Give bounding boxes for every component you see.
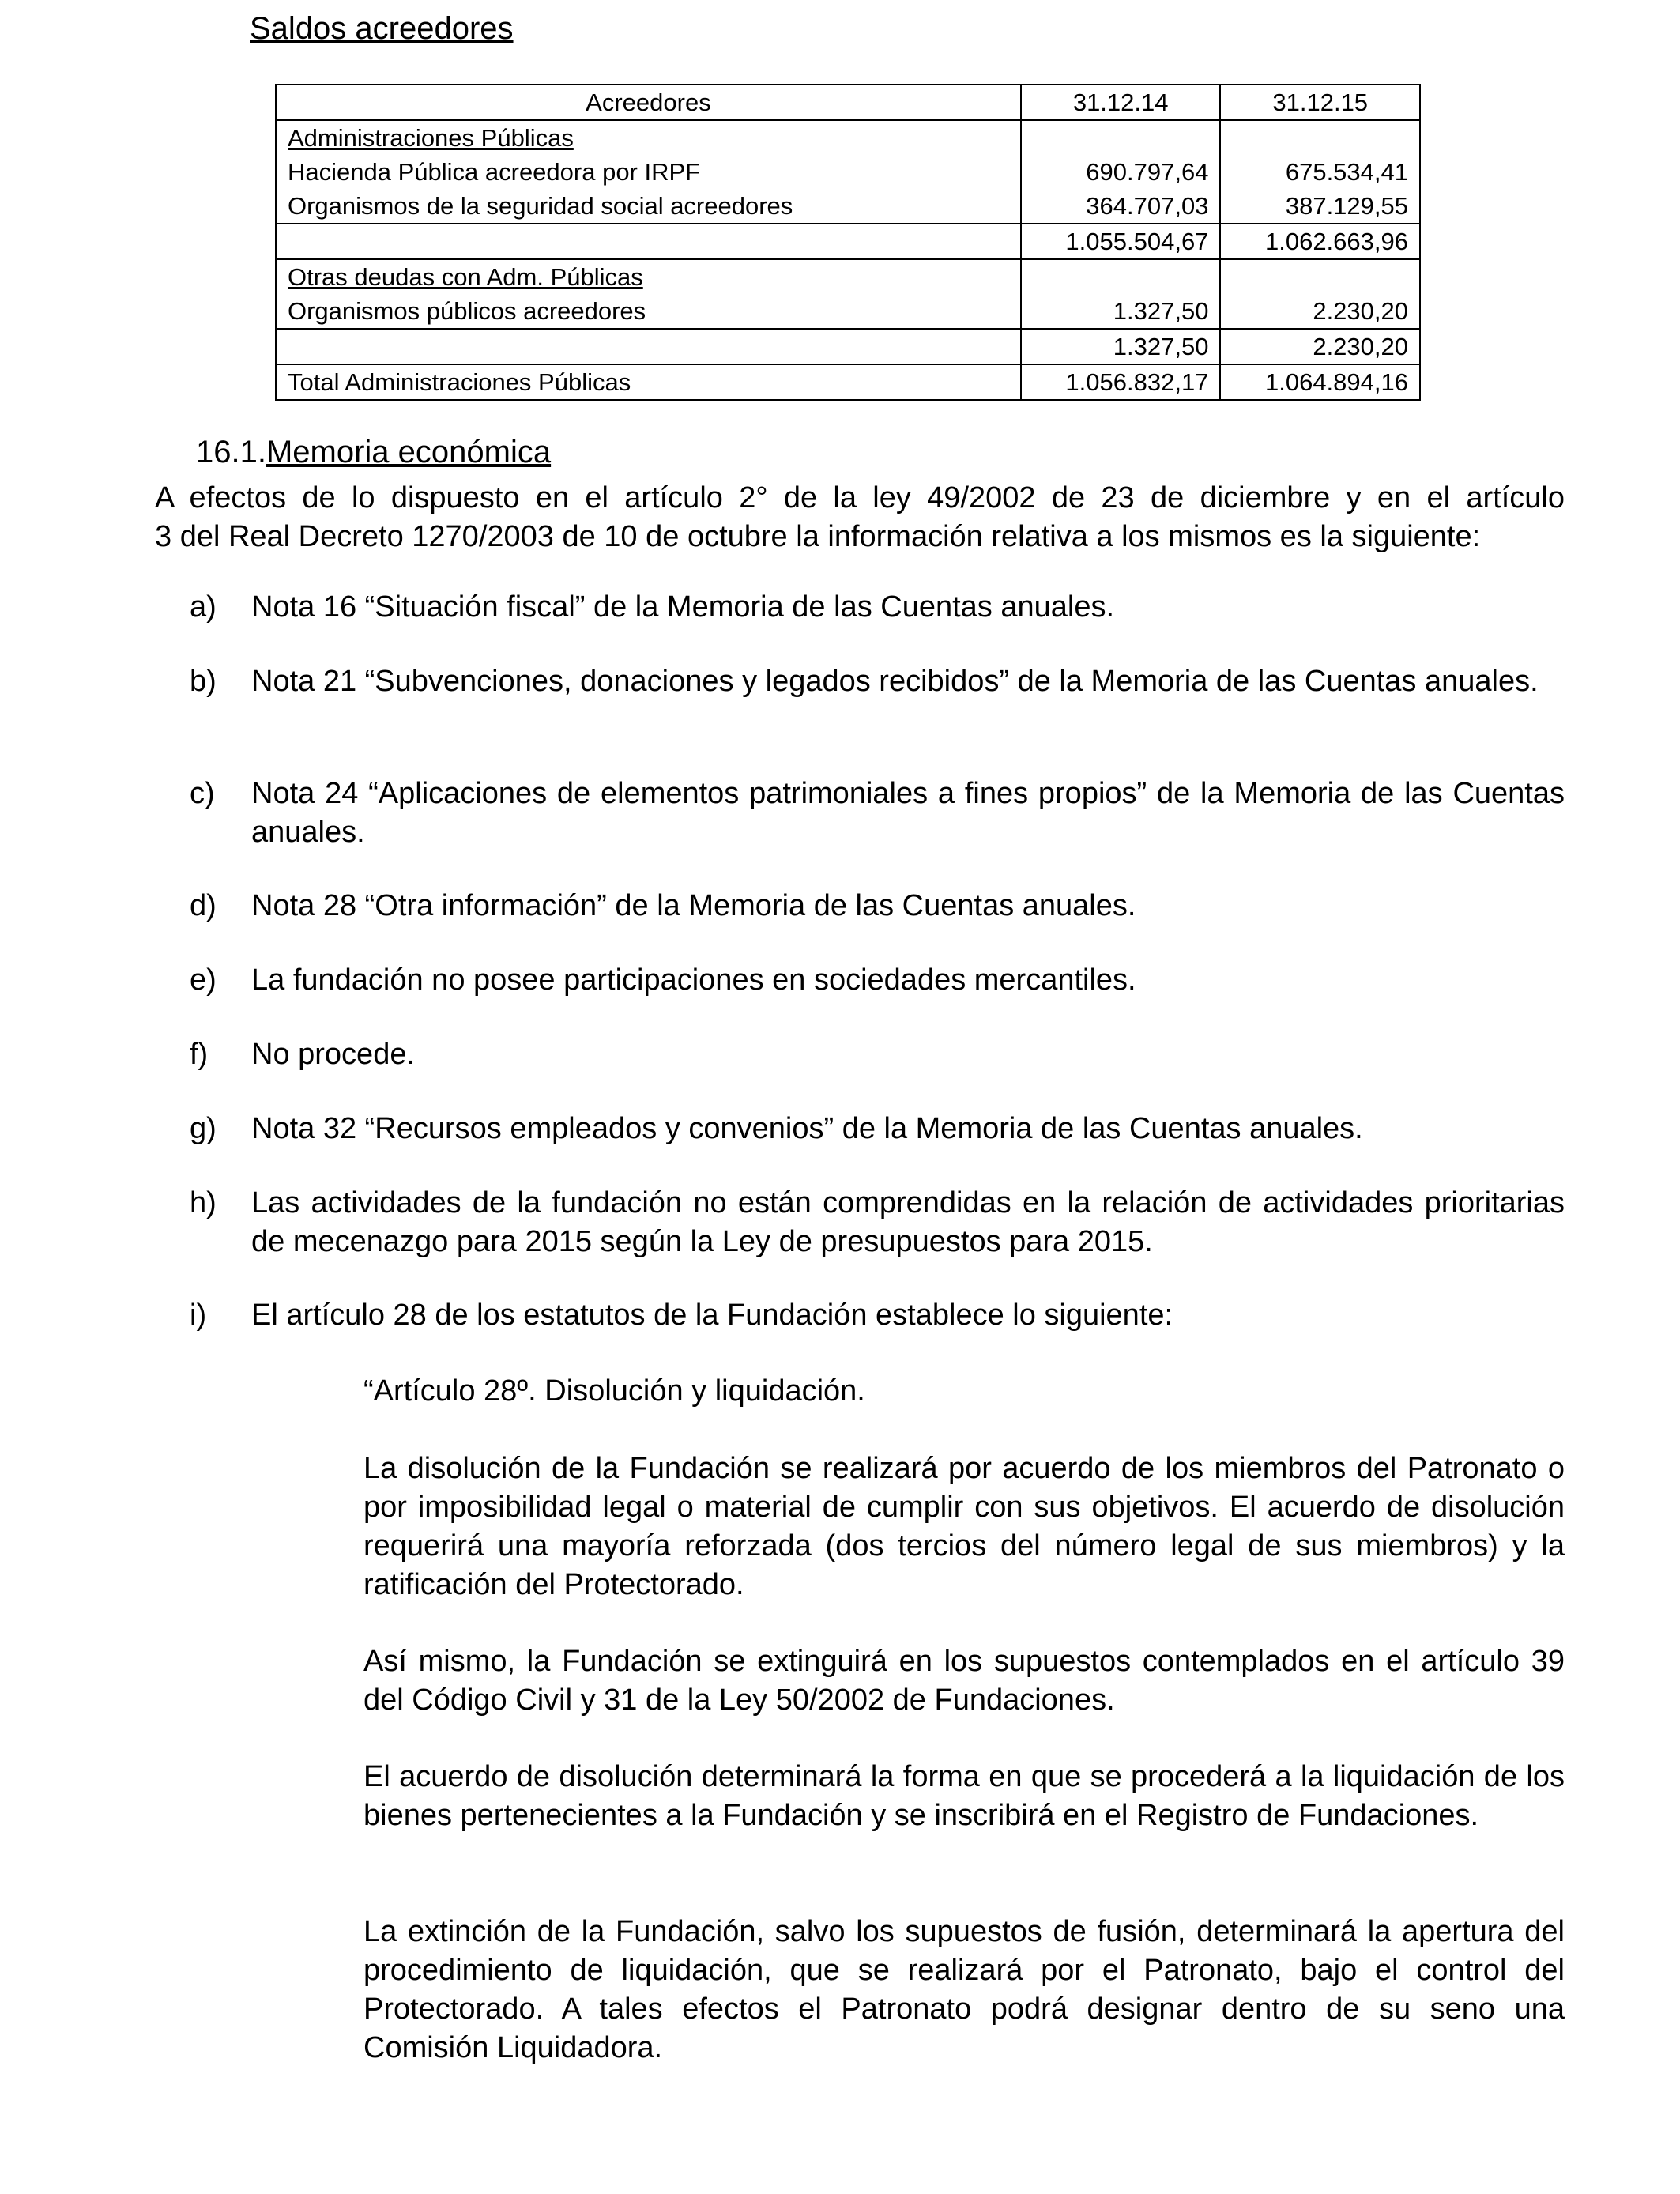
cell-value: 1.064.894,16 [1220,364,1420,400]
list-item-label: g) [190,1112,217,1145]
row-label: Total Administraciones Públicas [276,364,1021,400]
section-heading-saldos: Saldos acreedores [250,11,514,46]
list-item-text: Nota 32 “Recursos empleados y convenios” de la Memoria de las Cuentas anuales. [251,1112,1363,1145]
row-label: Organismos públicos acreedores [276,294,1021,329]
list-item-label: a) [190,590,217,624]
intro-line: 3 del Real Decreto 1270/2003 de 10 de octubre la información relativa a los mismos es la siguiente: [155,520,1481,553]
group-label: Administraciones Públicas [288,124,574,152]
cell-value: 387.129,55 [1220,189,1420,224]
cell-value: 1.327,50 [1021,329,1221,364]
list-item [190,1110,1565,1148]
section-heading-memoria [196,433,551,471]
cell-value: 1.327,50 [1021,294,1221,329]
table-row [276,294,1420,329]
table-header-row [276,85,1420,120]
list-item-label: c) [190,777,215,810]
quote-paragraph: El acuerdo de disolución determinará la forma en que se procederá a la liquidación de los bienes pertenecientes a la Fundación y se inscribirá en el Registro de Fundaciones. [363,1760,1565,1832]
list-item [190,1184,1565,1261]
cell-value [1021,120,1221,155]
list-item [190,662,1565,701]
table-row [276,189,1420,224]
list-item-label: i) [190,1299,207,1332]
intro-paragraph [155,479,1565,556]
list-item-text: Las actividades de la fundación no están comprendidas en la relación de actividades prioritarias de mecenazgo para 2015 según la Ley de presupuestos para 2015. [251,1186,1565,1258]
list-item-text: No procede. [251,1038,416,1071]
section-number: 16.1. [196,435,266,469]
cell-value: 2.230,20 [1220,294,1420,329]
column-header: 31.12.14 [1021,85,1221,120]
list-item-text: Nota 28 “Otra información” de la Memoria de las Cuentas anuales. [251,889,1136,922]
cell-value: 675.534,41 [1220,155,1420,189]
row-label [276,329,1021,364]
table-row [276,155,1420,189]
quote-title: “Artículo 28º. Disolución y liquidación. [363,1374,865,1408]
cell-value: 2.230,20 [1220,329,1420,364]
cell-value: 1.055.504,67 [1021,224,1221,259]
list-item [190,775,1565,852]
creditors-table [275,84,1421,401]
subtotal-row [276,224,1420,259]
cell-value: 1.062.663,96 [1220,224,1420,259]
total-row [276,364,1420,400]
list-item-label: d) [190,889,217,922]
quote-paragraph: La extinción de la Fundación, salvo los supuestos de fusión, determinará la apertura del procedimiento de liquidación, que se realizará por el Patronato, bajo el control del Protectorado. A tales efectos el Patronato podrá designar dentro de su seno una Comisión Liquidadora. [363,1915,1565,2064]
list-item-label: f) [190,1038,209,1071]
list-item [190,588,1565,627]
cell-value [1220,259,1420,294]
column-header: Acreedores [276,85,1021,120]
quote-paragraph: La disolución de la Fundación se realizará por acuerdo de los miembros del Patronato o por imposibilidad legal o material de cumplir con sus objetivos. El acuerdo de disolución requerirá una mayoría reforzada (dos tercios del número legal de sus miembros) y la ratificación del Protectorado. [363,1452,1565,1601]
group-label: Otras deudas con Adm. Públicas [288,263,643,291]
cell-value: 364.707,03 [1021,189,1221,224]
quote-paragraph: Así mismo, la Fundación se extinguirá en los supuestos contemplados en el artículo 39 del Código Civil y 31 de la Ley 50/2002 de Fundaciones. [363,1645,1565,1717]
intro-line: A efectos de lo dispuesto en el artículo 2° de la ley 49/2002 de 23 de diciembre y en el artículo [155,481,1565,515]
subtotal-row [276,329,1420,364]
list-item [190,1035,1565,1074]
list-item [190,961,1565,1000]
cell-value [1021,259,1221,294]
row-label: Hacienda Pública acreedora por IRPF [276,155,1021,189]
list-item-text: La fundación no posee participaciones en sociedades mercantiles. [251,963,1136,997]
list-item-text: Nota 16 “Situación fiscal” de la Memoria de las Cuentas anuales. [251,590,1115,624]
table-row [276,259,1420,294]
list-item-text: El artículo 28 de los estatutos de la Fundación establece lo siguiente: [251,1299,1173,1332]
list-item-label: b) [190,665,217,698]
list-item [190,1296,1565,1335]
cell-value: 690.797,64 [1021,155,1221,189]
table-row [276,120,1420,155]
cell-value: 1.056.832,17 [1021,364,1221,400]
section-title: Memoria económica [266,435,552,469]
row-label [276,224,1021,259]
list-item-label: h) [190,1186,217,1220]
list-item-text: Nota 24 “Aplicaciones de elementos patrimoniales a fines propios” de la Memoria de las Cuentas anuales. [251,777,1565,849]
row-label: Organismos de la seguridad social acreedores [276,189,1021,224]
list-item-label: e) [190,963,217,997]
list-item-text: Nota 21 “Subvenciones, donaciones y legados recibidos” de la Memoria de las Cuentas anuales. [251,665,1539,698]
column-header: 31.12.15 [1220,85,1420,120]
list-item [190,887,1565,925]
cell-value [1220,120,1420,155]
